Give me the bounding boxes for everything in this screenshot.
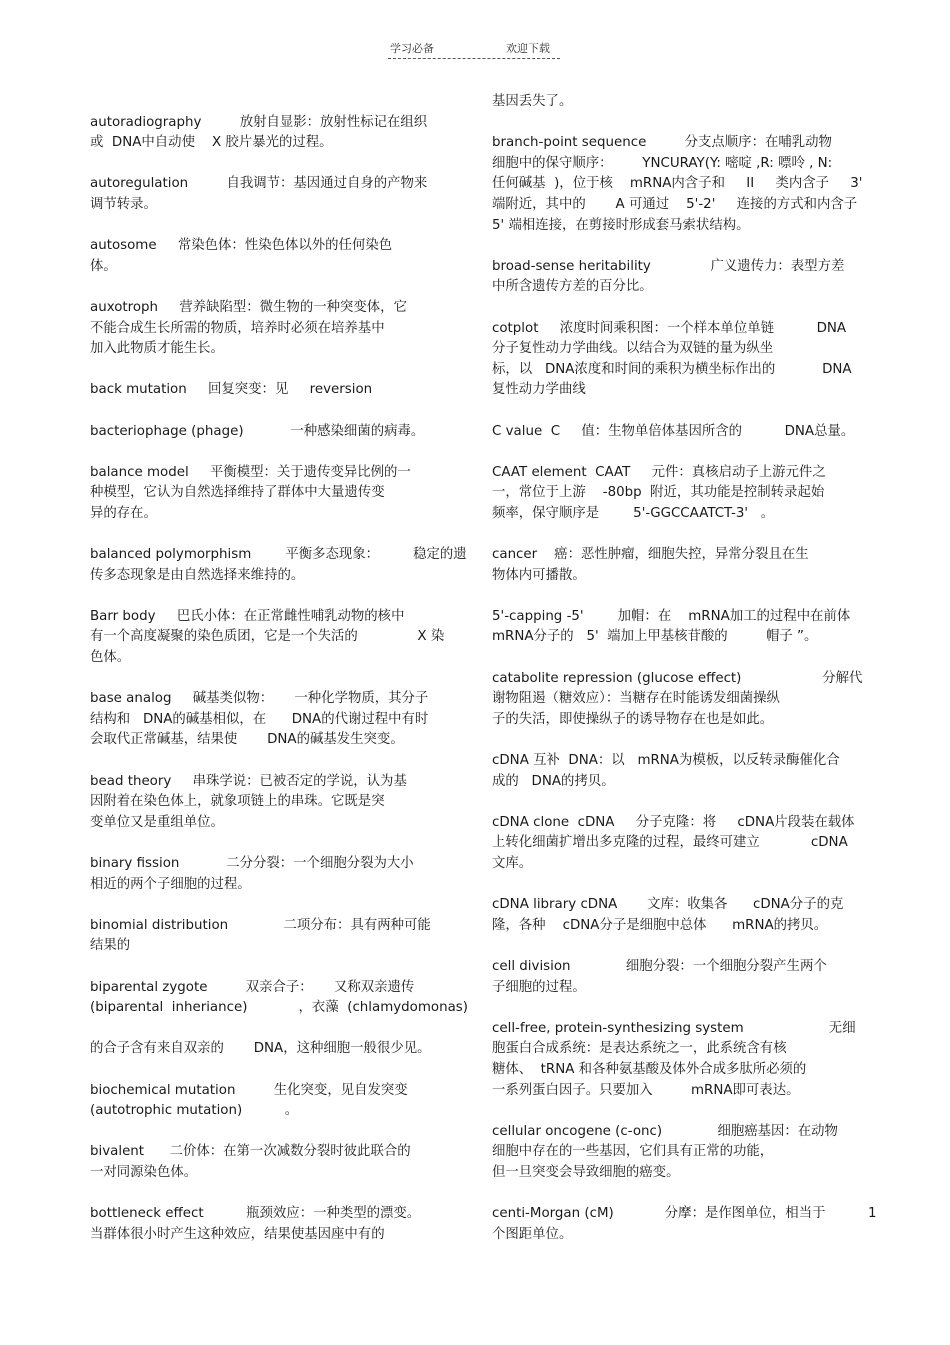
- entry-gap: [492, 401, 858, 422]
- entry-gap: [90, 442, 450, 463]
- entry-line: 加入此物质才能生长。: [90, 341, 224, 357]
- entry-gap: [492, 298, 858, 319]
- glossary-entry: [90, 978, 469, 1060]
- entry-line: 但一旦突变会导致细胞的癌变。: [492, 1164, 680, 1180]
- entry-gap: [90, 524, 450, 545]
- right-column: [492, 92, 877, 1245]
- glossary-entry: [492, 607, 858, 648]
- glossary-entry: [492, 751, 858, 792]
- entry-line: [90, 92, 450, 113]
- entry-line: 物体内可播散。: [492, 567, 586, 583]
- entry-line: balanced polymorphism 平衡多态现象： 稳定的遗: [90, 547, 467, 563]
- glossary-entry: [492, 669, 863, 731]
- entry-line: 有一个高度凝聚的染色质团，它是一个失活的 X 染: [90, 629, 445, 645]
- entry-line: 基因丢失了。: [492, 94, 573, 109]
- glossary-entry: [90, 772, 450, 834]
- entry-gap: [90, 401, 450, 422]
- glossary-entry: [90, 380, 450, 401]
- entry-line: cell-free, protein-synthesizing system 无细: [492, 1020, 856, 1036]
- entry-gap: [90, 1183, 450, 1204]
- glossary-entry: [90, 236, 450, 277]
- glossary-entry: [90, 422, 450, 443]
- entry-line: broad-sense heritability 广义遗传力：表型方差: [492, 258, 845, 274]
- glossary-entry: [90, 298, 450, 360]
- entry-line: 胞蛋白合成系统：是表达系统之一，此系统含有核: [492, 1041, 787, 1057]
- entry-line: cancer 癌：恶性肿瘤，细胞失控，异常分裂且在生: [492, 547, 809, 563]
- entry-line: CAAT element CAAT 元件：真核启动子上游元件之: [492, 464, 826, 480]
- entry-line: 或 DNA中自动使 X 胶片暴光的过程。: [90, 135, 333, 151]
- entry-line: auxotroph 营养缺陷型：微生物的一种突变体，它: [90, 299, 407, 315]
- entry-line: 变单位又是重组单位。: [90, 814, 224, 830]
- entry-gap: [90, 895, 450, 916]
- entry-line: 的合子含有来自双亲的 DNA，这种细胞一般很少见。: [90, 1041, 431, 1057]
- entry-line: cDNA 互补 DNA：以 mRNA为模板，以反转录酶催化合: [492, 753, 840, 768]
- glossary-entry: [90, 1204, 450, 1245]
- entry-line: 因附着在染色体上，就象项链上的串珠。它既是突: [90, 794, 385, 810]
- entry-line: 种模型，它认为自然选择维持了群体中大量遗传变: [90, 485, 385, 501]
- header-right-text: 欢迎下载: [506, 42, 550, 55]
- entry-line: biparental zygote 双亲合子： 又称双亲遗传: [90, 979, 415, 995]
- glossary-entry: [492, 813, 858, 875]
- entry-line: cell division 细胞分裂：一个细胞分裂产生两个: [492, 958, 827, 974]
- entry-line: 一对同源染色体。: [90, 1164, 198, 1180]
- entry-line: mRNA分子的 5' 端加上甲基核苷酸的 帽子 ”。: [492, 629, 818, 645]
- entry-line: 文库。: [492, 855, 533, 871]
- left-column: [90, 92, 469, 1245]
- page-header: [388, 40, 560, 59]
- entry-gap: [90, 751, 450, 772]
- glossary-entry: [492, 92, 858, 113]
- entry-line: 频率，保守顺序是 5'-GGCCAATCT-3' 。: [492, 505, 775, 521]
- entry-line: 体。: [90, 258, 117, 274]
- glossary-entry: [90, 463, 450, 525]
- glossary-entry: [492, 1122, 858, 1184]
- entry-line: cDNA clone cDNA 分子克隆：将 cDNA片段装在载体: [492, 814, 855, 830]
- entry-line: 相近的两个子细胞的过程。: [90, 876, 251, 892]
- entry-line: 中所含遗传方差的百分比。: [492, 279, 653, 295]
- entry-line: 不能合成生长所需的物质，培养时必须在培养基中: [90, 320, 385, 336]
- glossary-entry: [492, 422, 858, 443]
- entry-line: 子的失活，即使操纵子的诱导物存在也是如此。: [492, 711, 774, 727]
- entry-line: Barr body 巴氏小体：在正常雌性哺乳动物的核中: [90, 608, 405, 624]
- entry-gap: [492, 730, 858, 751]
- entry-line: (autotrophic mutation) 。: [90, 1103, 299, 1119]
- entry-line: 传多态现象是由自然选择来维持的。: [90, 567, 305, 583]
- entry-line: binomial distribution 二项分布：具有两种可能: [90, 917, 431, 933]
- entry-line: 一，常位于上游 -80bp 附近，其功能是控制转录起始: [492, 485, 825, 501]
- entry-gap: [90, 277, 450, 298]
- entry-line: C value C 值：生物单倍体基因所含的 DNA总量。: [492, 423, 855, 439]
- entry-gap: [90, 1122, 450, 1143]
- entry-gap: [90, 833, 450, 854]
- entry-gap: [90, 154, 450, 175]
- entry-line: 隆，各种 cDNA分子是细胞中总体 mRNA的拷贝。: [492, 917, 828, 933]
- entry-line: bacteriophage (phage) 一种感染细菌的病毒。: [90, 423, 425, 439]
- entry-line: (biparental inheriance) ，衣藻 (chlamydomonas): [90, 1000, 469, 1016]
- entry-line: bead theory 串珠学说：已被否定的学说，认为基: [90, 773, 407, 789]
- entry-line: 细胞中存在的一些基因，它们具有正常的功能，: [492, 1144, 774, 1160]
- glossary-entry: [492, 1204, 877, 1245]
- entry-line: 色体。: [90, 650, 131, 666]
- entry-line: 调节转录。: [90, 196, 157, 212]
- entry-line: back mutation 回复突变：见 reversion: [90, 382, 373, 398]
- entry-line: binary fission 二分分裂：一个细胞分裂为大小: [90, 855, 414, 871]
- glossary-entry: [492, 257, 858, 298]
- entry-line: 结果的: [90, 938, 131, 954]
- entry-line: base analog 碱基类似物： 一种化学物质，其分子: [90, 691, 429, 707]
- entry-line: 谢物阻遏（糖效应）：当糖存在时能诱发细菌操纵: [492, 691, 780, 707]
- entry-gap: [90, 1060, 450, 1081]
- entry-line: bivalent 二价体：在第一次减数分裂时彼此联合的: [90, 1144, 411, 1160]
- entry-gap: [90, 360, 450, 381]
- entry-line: 分子复性动力学曲线。以结合为双链的量为纵坐: [492, 341, 774, 357]
- entry-line: 复性动力学曲线: [492, 382, 586, 398]
- header-left-text: 学习必备: [390, 42, 434, 55]
- entry-line: biochemical mutation 生化突变，见自发突变: [90, 1082, 408, 1098]
- entry-line: autoradiography 放射自显影：放射性标记在组织: [90, 114, 428, 130]
- entry-line: 子细胞的过程。: [492, 979, 586, 995]
- glossary-entry: [90, 916, 450, 957]
- entry-line: 细胞中的保守顺序： YNCURAY(Y: 嘧啶 ,R: 嘌呤 , N:: [492, 155, 833, 171]
- entry-line: catabolite repression (glucose effect) 分解代: [492, 670, 863, 686]
- entry-line: centi-Morgan (cM) 分摩：是作图单位，相当于 1: [492, 1206, 877, 1222]
- entry-line: cotplot 浓度时间乘积图：一个样本单位单链 DNA: [492, 320, 847, 336]
- entry-gap: [492, 236, 858, 257]
- entry-line: 当群体很小时产生这种效应，结果使基因座中有的: [90, 1226, 385, 1242]
- glossary-entry: [90, 92, 450, 154]
- glossary-entry: [492, 319, 858, 401]
- glossary-entry: [90, 1081, 450, 1122]
- entry-gap: [492, 875, 858, 896]
- entry-gap: [492, 998, 858, 1019]
- entry-line: 个图距单位。: [492, 1226, 573, 1242]
- glossary-entry: [492, 1019, 858, 1101]
- glossary-entry: [492, 545, 858, 586]
- entry-line: 结构和 DNA的碱基相似，在 DNA的代谢过程中有时: [90, 711, 429, 727]
- entry-line: bottleneck effect 瓶颈效应：一种类型的漂变。: [90, 1206, 421, 1222]
- entry-line: 5' 端相连接，在剪接时形成套马索状结构。: [492, 217, 750, 233]
- glossary-entry: [492, 895, 858, 936]
- entry-line: 异的存在。: [90, 505, 157, 521]
- entry-line: cDNA library cDNA 文库：收集各 cDNA分子的克: [492, 897, 844, 913]
- entry-line: 一系列蛋白因子。只要加入 mRNA即可表达。: [492, 1082, 800, 1098]
- entry-line: autoregulation 自我调节：基因通过自身的产物来: [90, 176, 428, 192]
- entry-line: 糖体、 tRNA 和各种氨基酸及体外合成多肽所必须的: [492, 1061, 807, 1077]
- entry-line: 上转化细菌扩增出多克隆的过程，最终可建立 cDNA: [492, 835, 848, 851]
- entry-gap: [492, 1183, 858, 1204]
- entry-line: 端附近，其中的 A 可通过 5'-2' 连接的方式和内含子: [492, 196, 858, 212]
- entry-gap: [492, 936, 858, 957]
- glossary-entry: [492, 957, 858, 998]
- entry-gap: [90, 216, 450, 237]
- entry-gap: [492, 648, 858, 669]
- entry-line: 任何碱基 )，位于核 mRNA内含子和 II 类内含子 3': [492, 176, 863, 192]
- entry-gap: [90, 586, 450, 607]
- entry-gap: [492, 442, 858, 463]
- glossary-entry: [492, 463, 858, 525]
- entry-gap: [492, 113, 858, 134]
- entry-line: 5'-capping -5' 加帽：在 mRNA加工的过程中在前体: [492, 608, 851, 624]
- glossary-entry: [90, 607, 450, 669]
- glossary-entry: [90, 1142, 450, 1183]
- glossary-entry: [90, 545, 467, 586]
- entry-line: branch-point sequence 分支点顺序：在哺乳动物: [492, 135, 832, 151]
- glossary-entry: [90, 174, 450, 215]
- entry-gap: [492, 524, 858, 545]
- entry-line: cellular oncogene (c-onc) 细胞癌基因：在动物: [492, 1123, 838, 1139]
- entry-gap: [492, 586, 858, 607]
- entry-gap: [492, 792, 858, 813]
- entry-line: 标，以 DNA浓度和时间的乘积为横坐标作出的 DNA: [492, 361, 852, 377]
- entry-line: autosome 常染色体：性染色体以外的任何染色: [90, 238, 393, 254]
- entry-line: [90, 1019, 450, 1040]
- entry-line: balance model 平衡模型：关于遗传变异比例的一: [90, 464, 411, 480]
- entry-gap: [90, 669, 450, 690]
- entry-line: 会取代正常碱基，结果使 DNA的碱基发生突变。: [90, 732, 404, 748]
- entry-gap: [90, 957, 450, 978]
- glossary-entry: [90, 854, 450, 895]
- glossary-entry: [90, 689, 450, 751]
- entry-line: 成的 DNA的拷贝。: [492, 773, 615, 789]
- glossary-entry: [492, 133, 863, 236]
- entry-gap: [492, 1101, 858, 1122]
